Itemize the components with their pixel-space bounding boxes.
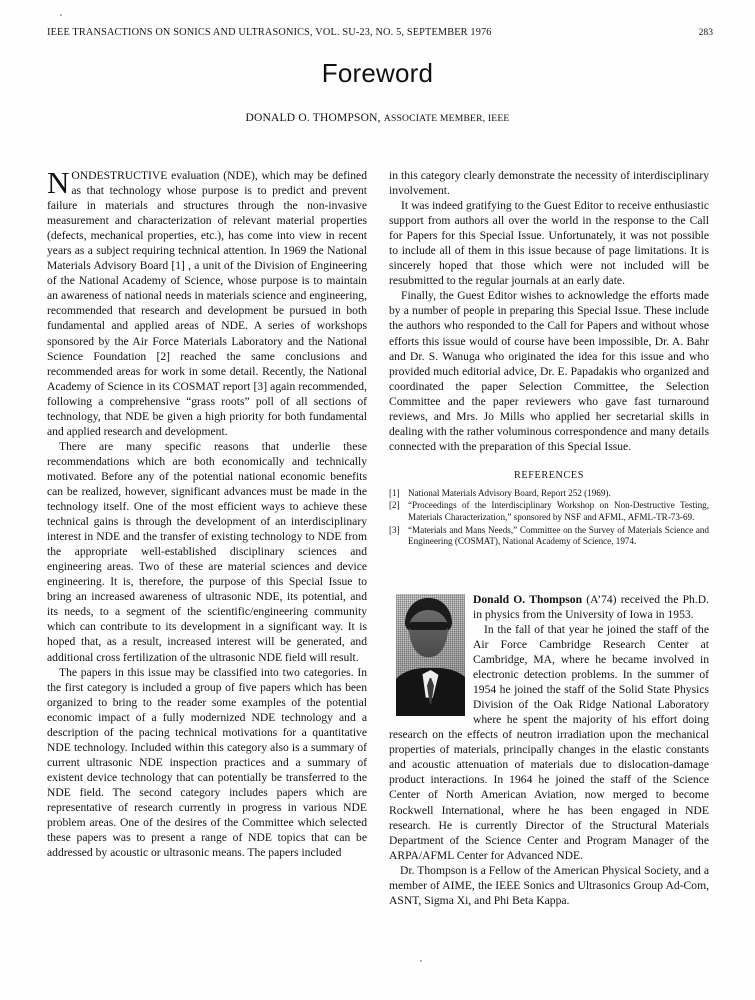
paragraph-acknowledgments: Finally, the Guest Editor wishes to acknowledge the efforts made by a number of people in preparing this Special Issue. These include the authors who responded to the Call for Papers and without whose efforts this issue would of course have been impossible, Dr. A. Bahr and Dr. S. Wanuga who originated the idea for this issue and who provided much editorial advice, Dr. E. Papadakis who organized and coordinated the paper Selection Committee, the Selection Committee and the paper reviewers who gave fast turnaround reviews, and Mrs. Jo Mills who applied her secretarial skills in dealing with the rather voluminous correspondence and many details connected with the preparation of this Special Issue. (389, 289, 709, 453)
left-column (47, 165, 367, 908)
scan-artifact (60, 14, 62, 16)
page-title: Foreword (321, 58, 434, 88)
reference-number: [3] (389, 524, 400, 535)
reference-text: “Proceedings of the Interdisciplinary Workshop on Non-Destructive Testing, Materials Characterization,” sponsored by NSF and AFML, AFML-TR-73-69. (408, 500, 709, 523)
running-head (47, 27, 713, 43)
bio-degree-text: (A’74) received the Ph.D. in physics from the University of Iowa in 1953. (473, 592, 709, 621)
author-name: DONALD O. THOMPSON, (245, 112, 381, 124)
reference-item (389, 500, 709, 523)
reference-number: [2] (389, 500, 400, 511)
paragraph-intro (47, 165, 367, 439)
references-heading: REFERENCES (514, 469, 584, 481)
paragraph-categories: The papers in this issue may be classified into two categories. In the first category is included a group of five papers which has been organized to bring to the reader some examples of the potential economic impact of a fully modernized NDE technology and a description of the pacing technical motivations for a quantitative NDE technology. Included within this category also is a summary of current ultrasonic NDE inspection practices and a summary of existent device technology that can potentially be transferred to the NDE field. The second category includes papers which are representative of research currently in progress in various NDE problem areas. One of the desires of the Committee which selected these papers was to present a range of NDE topics that can be addressed by acoustic or ultrasonic means. The papers included (47, 665, 367, 860)
reference-item (389, 525, 709, 548)
journal-title-line: IEEE TRANSACTIONS ON SONICS AND ULTRASONICS, VOL. SU-23, NO. 5, SEPTEMBER 1976 (47, 27, 492, 38)
author-portrait-photo (396, 594, 465, 716)
body-columns (47, 165, 710, 908)
drop-cap: N (47, 165, 70, 200)
author-byline (0, 112, 755, 124)
bio-paragraph-career: In the fall of that year he joined the staff of the Air Force Cambridge Research Center at Cambridge, MA, where he became involved in electronic detection problems. In the summer of 1954 he joined the staff of the Solid State Physics Division of the Oak Ridge National Laboratory where he spent the majority of his effort doing research on the effects of neutron irradiation upon the mechanical properties of materials, principally changes in the elastic constants and acoustic attenuation of materials due to dislocation-damage product interactions. In 1964 he joined the staff of the Science Center of North American Aviation, now merged to become Rockwell International, where he has been engaged in NDE research. He is currently Director of the Structural Materials Department of the Science Center and Program Manager of the ARPA/AFML Center for Advanced NDE. (389, 622, 709, 862)
author-biography (389, 592, 709, 908)
reference-number: [1] (389, 487, 400, 498)
scan-artifact (420, 960, 422, 962)
glasses-icon (409, 622, 448, 630)
reference-item (389, 488, 709, 500)
paragraph-reasons: There are many specific reasons that underlie these recommendations which are both economically and technically motivated. Before any of the potential national economic benefits can be realized, however, significant advances must be made in the technology itself. One of the most efficient ways to achieve these technical gains is through the development of an interdisciplinary interest in NDE and the transfer of existing technology to NDE from the appropriate well-established disciplinary sciences and engineering areas. Two of these are material sciences and device engineering. It is, therefore, the purpose of this Special Issue to bring an increased awareness of ultrasonic NDE, its potential, and its needs, to a segment of the scientific/engineering community which can contribute to its development in a significant way. It is hoped that, as a result, increased interest will be generated, and additional cross fertilization of the ultrasonic NDE field will result. (47, 439, 367, 664)
bio-author-name: Donald O. Thompson (473, 592, 583, 606)
reference-text: National Materials Advisory Board, Report 252 (1969). (408, 487, 611, 498)
reference-text: “Materials and Mans Needs,” Committee on the Survey of Materials Science and Engineering (COSMAT), National Academy of Science, 1974. (408, 524, 709, 547)
page-number: 283 (698, 27, 713, 38)
paragraph-intro-text: ONDESTRUCTIVE evaluation (NDE), which may be defined as that technology whose purpose is to predict and prevent failure in materials and structures through the non-invasive measurement and characterization of relevant material properties (defects, mechanical properties, etc.), has come into view in recent years as a subject requiring technical attention. In 1969 the National Materials Advisory Board [1] , a unit of the Division of Engineering of the National Academy of Science, whose purpose is to maintain an awareness of national needs in materials science and engineering, recommended that research and development be pursued in both fundamental and applied areas of NDE. A series of workshops sponsored by the Air Force Materials Laboratory and the National Science Foundation [2] reached the same conclusions and recommended areas for work in some detail. Recently, the National Academy of Science in its COSMAT report [3] again recommended, following a comprehensive “grass roots” poll of all sections of technology, that NDE be given a high priority for both fundamental and applied research and development. (47, 169, 367, 438)
paragraph-gratifying: It was indeed gratifying to the Guest Editor to receive enthusiastic support from authors all over the world in the response to the Call for Papers for this Special Issue. Unfortunately, it was not possible to include all of them in this issue because of page limitations. It is sincerely hoped that those which were not included will be resubmitted to the regular journals at an early date. (389, 199, 709, 288)
bio-paragraph-memberships: Dr. Thompson is a Fellow of the American Physical Society, and a member of AIME, the IEEE Sonics and Ultrasonics Group Ad-Com, ASNT, Sigma Xi, and Phi Beta Kappa. (389, 863, 709, 907)
paragraph-interdisciplinary: in this category clearly demonstrate the necessity of interdisciplinary involvement. (389, 169, 709, 198)
author-affiliation: ASSOCIATE MEMBER, IEEE (383, 113, 510, 124)
right-column (389, 168, 709, 908)
